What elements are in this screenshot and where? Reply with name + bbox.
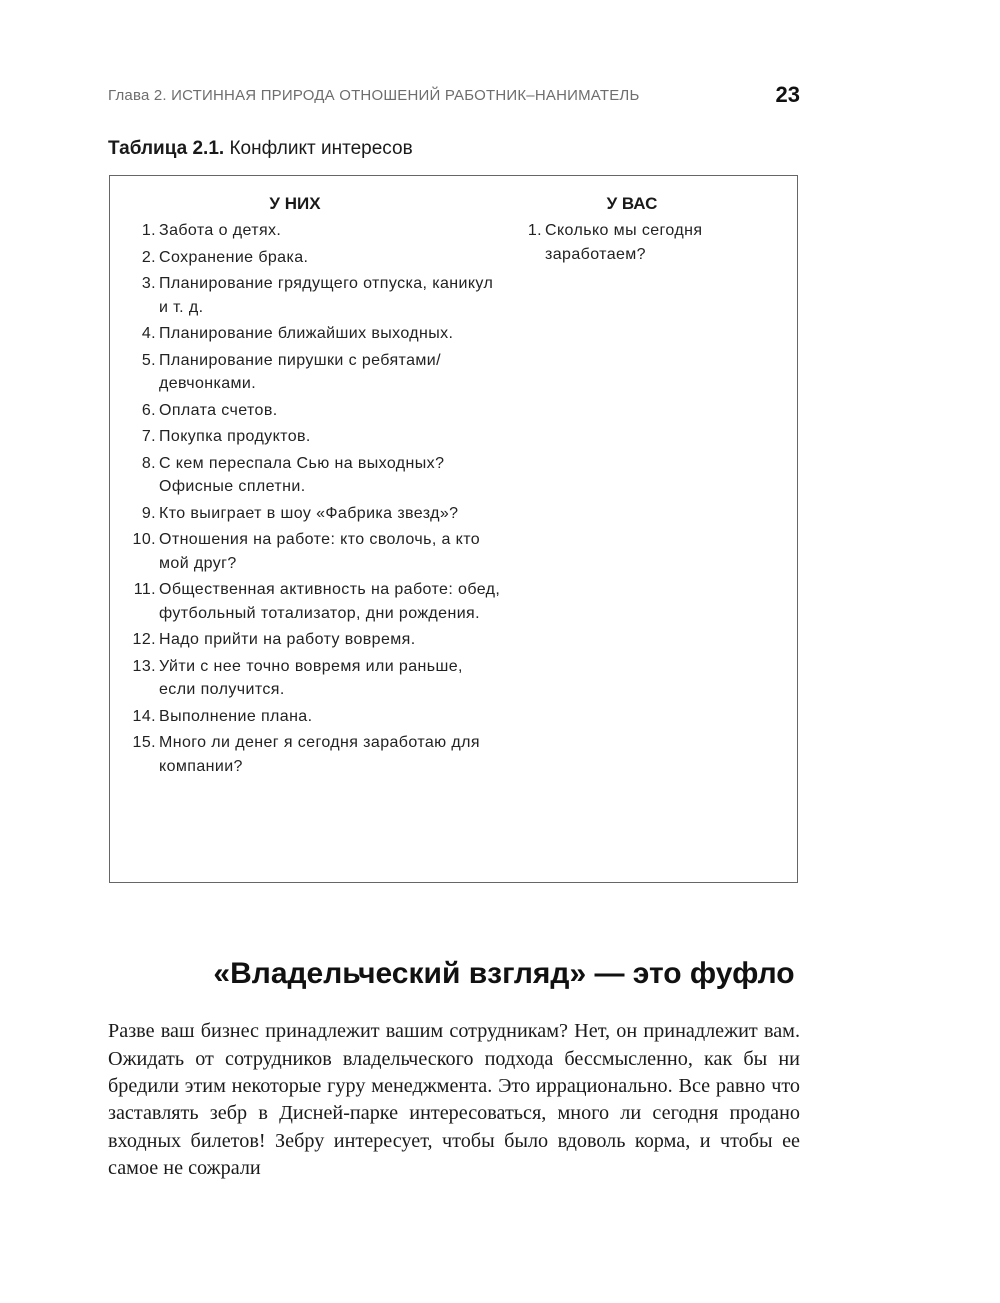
item-number: 9. (141, 504, 156, 522)
list-item (124, 655, 504, 702)
list-item (124, 322, 504, 346)
item-number: 13. (132, 657, 156, 675)
list-item (124, 425, 504, 449)
list-item (124, 452, 504, 499)
column-you-list (510, 219, 760, 266)
list-item (124, 272, 504, 319)
list-item (510, 219, 760, 266)
list-item (124, 578, 504, 625)
column-you (510, 190, 760, 269)
item-number: 5. (141, 351, 156, 369)
item-text: Уйти с нее точно вовремя или раньше, если получится. (159, 657, 463, 698)
item-number: 3. (141, 275, 156, 292)
body-paragraph: Разве ваш бизнес принадлежит вашим сотрудникам? Нет, он принадлежит вам. Ожидать от сотрудников владельческого подхода бессмысленно, как бы ни бредили этим некоторые гуру менеджмента. Это иррационально. Все равно что заставлять зебр в Дисней-парке интересоваться, много ли сегодня продано входных билетов! Зебру интересует, чтобы было вдоволь корма, и чтобы ее самое не сожрали (108, 1020, 800, 1180)
item-text: Много ли денег я сегодня заработаю для компании? (159, 734, 480, 775)
item-text: Сохранение брака. (159, 248, 309, 266)
item-number: 4. (141, 325, 156, 342)
item-number: 8. (141, 454, 156, 472)
item-text: Сколько мы сегодня заработаем? (545, 222, 703, 263)
item-text: Забота о детях. (159, 222, 282, 239)
list-item (124, 246, 504, 270)
list-item (124, 219, 504, 243)
item-number: 2. (141, 248, 156, 266)
section-heading: «Владельческий взгляд» — это фуфло (213, 956, 795, 990)
item-number: 1. (527, 222, 542, 239)
list-item (124, 628, 504, 652)
item-number: 14. (132, 707, 156, 725)
running-title: Глава 2. ИСТИННАЯ ПРИРОДА ОТНОШЕНИЙ РАБОТНИК–НАНИМАТЕЛЬ (108, 87, 640, 104)
item-text: Оплата счетов. (159, 401, 278, 419)
item-number: 11. (133, 581, 156, 598)
item-number: 10. (132, 531, 156, 548)
conflict-table (109, 175, 798, 883)
column-them-heading: У НИХ (269, 194, 321, 213)
column-them (124, 190, 504, 781)
item-text: Покупка продуктов. (159, 428, 311, 445)
item-text: Общественная активность на работе: обед, футбольный тотализатор, дни рождения. (159, 581, 501, 622)
item-text: Планирование ближайших выходных. (159, 325, 454, 342)
running-header (108, 84, 800, 110)
list-item (124, 349, 504, 396)
item-number: 15. (132, 734, 156, 751)
item-number: 7. (141, 428, 156, 445)
table-caption (108, 138, 413, 160)
list-item (124, 502, 504, 526)
item-text: Надо прийти на работу вовремя. (159, 631, 416, 648)
item-text: Кто выиграет в шоу «Фабрика звезд»? (159, 504, 459, 522)
item-text: Планирование пирушки с ребятами/девчонками. (159, 351, 441, 392)
list-item (124, 705, 504, 729)
list-item (124, 731, 504, 778)
list-item (124, 399, 504, 423)
item-text: Планирование грядущего отпуска, каникул и т. д. (159, 275, 494, 316)
page-number: 23 (775, 82, 800, 107)
item-text: Выполнение плана. (159, 707, 313, 725)
item-text: С кем переспала Сью на выходных? Офисные сплетни. (159, 454, 445, 495)
column-them-list (124, 219, 504, 778)
item-text: Отношения на работе: кто сволочь, а кто мой друг? (159, 531, 481, 572)
table-caption-label: Таблица 2.1. (108, 138, 225, 159)
list-item (124, 528, 504, 575)
item-number: 6. (141, 401, 156, 419)
item-number: 1. (141, 222, 156, 239)
column-you-heading: У ВАС (606, 194, 658, 213)
item-number: 12. (132, 631, 156, 648)
table-caption-text: Конфликт интересов (224, 138, 413, 159)
